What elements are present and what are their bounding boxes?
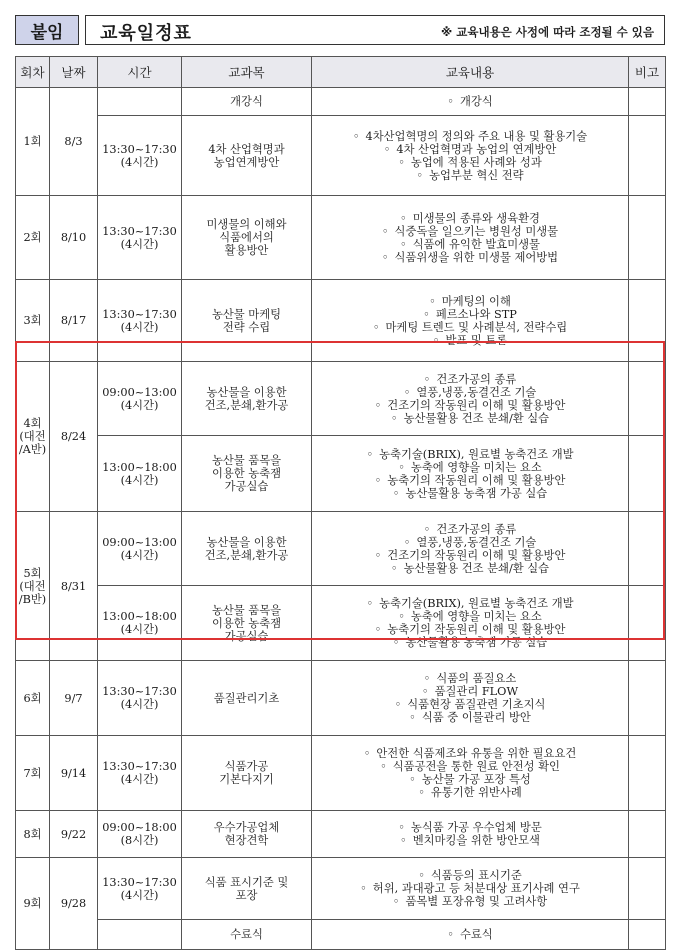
content-item: ◦ 농산물활용 농축잼 가공 실습 (312, 636, 628, 649)
content-list (312, 523, 628, 575)
content-item: ◦ 유통기한 위반사례 (312, 786, 628, 799)
content-item: ◦ 안전한 식품제조와 유통을 위한 필요요건 (312, 747, 628, 760)
table-row (16, 116, 666, 196)
date-cell: 8/3 (50, 88, 98, 196)
remarks-cell (629, 512, 666, 586)
content-cell (312, 920, 629, 950)
table-row (16, 920, 666, 950)
content-item: ◦ 농식품 가공 우수업체 방문 (312, 821, 628, 834)
content-item: ◦ 농산물활용 건조 분쇄/환 실습 (312, 412, 628, 425)
subject-cell: 농산물 마케팅 전략 수립 (182, 280, 312, 362)
content-cell (312, 661, 629, 736)
content-item: ◦ 건조기의 작동원리 이해 및 활용방안 (312, 399, 628, 412)
remarks-cell (629, 436, 666, 512)
content-list (312, 821, 628, 847)
content-cell (312, 436, 629, 512)
table-row (16, 811, 666, 858)
content-item: ◦ 열풍,냉풍,동결건조 기술 (312, 386, 628, 399)
table-row (16, 88, 666, 116)
session-cell: 5회 (대전 /B반) (16, 512, 50, 661)
time-cell: 09:00~18:00 (8시간) (98, 811, 182, 858)
content-item: ◦ 열풍,냉풍,동결건조 기술 (312, 536, 628, 549)
date-cell: 9/22 (50, 811, 98, 858)
content-cell (312, 362, 629, 436)
remarks-cell (629, 736, 666, 811)
col-header-subject: 교과목 (182, 57, 312, 88)
content-list (312, 597, 628, 649)
time-cell: 09:00~13:00 (4시간) (98, 512, 182, 586)
content-list (312, 130, 628, 182)
content-item: ◦ 농축에 영향을 미치는 요소 (312, 610, 628, 623)
content-cell (312, 586, 629, 661)
content-item: ◦ 식품등의 표시기준 (312, 869, 628, 882)
content-cell (312, 512, 629, 586)
content-item: ◦ 식품에 유익한 발효미생물 (312, 238, 628, 251)
date-cell: 9/14 (50, 736, 98, 811)
content-cell (312, 196, 629, 280)
time-cell (98, 88, 182, 116)
content-item: ◦ 품질관리 FLOW (312, 685, 628, 698)
content-item: ◦ 농축기의 작동원리 이해 및 활용방안 (312, 623, 628, 636)
content-item: ◦ 농업부분 혁신 전략 (312, 169, 628, 182)
content-list (312, 672, 628, 724)
schedule-table (15, 56, 666, 950)
content-list (312, 212, 628, 264)
subject-cell: 농산물 품목을 이용한 농축잼 가공실습 (182, 436, 312, 512)
content-cell (312, 736, 629, 811)
content-item: ◦ 농산물활용 농축잼 가공 실습 (312, 487, 628, 500)
remarks-cell (629, 362, 666, 436)
title-box (85, 15, 665, 45)
content-item: ◦ 농축에 영향을 미치는 요소 (312, 461, 628, 474)
table-row (16, 858, 666, 920)
remarks-cell (629, 196, 666, 280)
content-list (312, 95, 628, 108)
remarks-cell (629, 280, 666, 362)
date-cell: 8/24 (50, 362, 98, 512)
remarks-cell (629, 116, 666, 196)
content-item: ◦ 허위, 과대광고 등 처분대상 표기사례 연구 (312, 882, 628, 895)
content-cell (312, 858, 629, 920)
content-item: ◦ 건조가공의 종류 (312, 523, 628, 536)
content-list (312, 928, 628, 941)
subject-cell: 수료식 (182, 920, 312, 950)
content-item: ◦ 발표 및 토론 (312, 334, 628, 347)
time-cell: 13:30~17:30 (4시간) (98, 196, 182, 280)
content-item: ◦ 마케팅의 이해 (312, 295, 628, 308)
content-item: ◦ 건조기의 작동원리 이해 및 활용방안 (312, 549, 628, 562)
page-title: 교육일정표 (100, 23, 192, 44)
date-cell: 8/31 (50, 512, 98, 661)
content-list (312, 295, 628, 347)
time-cell: 13:30~17:30 (4시간) (98, 116, 182, 196)
content-item: ◦ 식중독을 일으키는 병원성 미생물 (312, 225, 628, 238)
table-row (16, 586, 666, 661)
adjustment-note: ※ 교육내용은 사정에 따라 조정될 수 있음 (441, 25, 654, 39)
table-row (16, 280, 666, 362)
date-cell: 9/28 (50, 858, 98, 950)
session-cell: 6회 (16, 661, 50, 736)
remarks-cell (629, 920, 666, 950)
time-cell: 09:00~13:00 (4시간) (98, 362, 182, 436)
content-item: ◦ 식품 중 이물관리 방안 (312, 711, 628, 724)
content-list (312, 448, 628, 500)
subject-cell: 농산물을 이용한 건조,분쇄,환가공 (182, 362, 312, 436)
date-cell: 8/17 (50, 280, 98, 362)
content-cell (312, 88, 629, 116)
content-item: ◦ 4차산업혁명의 정의와 주요 내용 및 활용기술 (312, 130, 628, 143)
content-item: ◦ 농업에 적용된 사례와 성과 (312, 156, 628, 169)
content-cell (312, 280, 629, 362)
session-cell: 9회 (16, 858, 50, 950)
time-cell: 13:30~17:30 (4시간) (98, 736, 182, 811)
session-cell: 2회 (16, 196, 50, 280)
session-cell: 3회 (16, 280, 50, 362)
session-cell: 8회 (16, 811, 50, 858)
content-item: ◦ 농산물활용 건조 분쇄/환 실습 (312, 562, 628, 575)
time-cell: 13:30~17:30 (4시간) (98, 280, 182, 362)
session-cell: 7회 (16, 736, 50, 811)
content-item: ◦ 식품공전을 통한 원료 안전성 확인 (312, 760, 628, 773)
time-cell: 13:00~18:00 (4시간) (98, 586, 182, 661)
table-row (16, 436, 666, 512)
col-header-session: 회차 (16, 57, 50, 88)
subject-cell: 우수가공업체 현장견학 (182, 811, 312, 858)
col-header-content: 교육내용 (312, 57, 629, 88)
remarks-cell (629, 586, 666, 661)
subject-cell: 식품 표시기준 및 포장 (182, 858, 312, 920)
table-row (16, 196, 666, 280)
table-row (16, 736, 666, 811)
content-cell (312, 811, 629, 858)
content-item: ◦ 농축기술(BRIX), 원료별 농축건조 개발 (312, 448, 628, 461)
subject-cell: 품질관리기초 (182, 661, 312, 736)
time-cell: 13:30~17:30 (4시간) (98, 858, 182, 920)
subject-cell: 4차 산업혁명과 농업연계방안 (182, 116, 312, 196)
time-cell: 13:00~18:00 (4시간) (98, 436, 182, 512)
subject-cell: 개강식 (182, 88, 312, 116)
col-header-remarks: 비고 (629, 57, 666, 88)
col-header-date: 날짜 (50, 57, 98, 88)
content-cell (312, 116, 629, 196)
content-list (312, 373, 628, 425)
date-cell: 9/7 (50, 661, 98, 736)
subject-cell: 농산물을 이용한 건조,분쇄,환가공 (182, 512, 312, 586)
content-item: ◦ 농산물 가공 포장 특성 (312, 773, 628, 786)
content-item: ◦ 페르소나와 STP (312, 308, 628, 321)
content-item: ◦ 마케팅 트렌드 및 사례분석, 전략수립 (312, 321, 628, 334)
header (15, 15, 665, 47)
content-item: ◦ 미생물의 종류와 생육환경 (312, 212, 628, 225)
content-item: ◦ 개강식 (312, 95, 628, 108)
content-item: ◦ 4차 산업혁명과 농업의 연계방안 (312, 143, 628, 156)
content-item: ◦ 품목별 포장유형 및 고려사항 (312, 895, 628, 908)
table-row (16, 661, 666, 736)
session-cell: 4회 (대전 /A반) (16, 362, 50, 512)
header-row (16, 57, 666, 88)
remarks-cell (629, 661, 666, 736)
remarks-cell (629, 88, 666, 116)
remarks-cell (629, 811, 666, 858)
content-item: ◦ 건조가공의 종류 (312, 373, 628, 386)
content-item: ◦ 벤치마킹을 위한 방안모색 (312, 834, 628, 847)
time-cell: 13:30~17:30 (4시간) (98, 661, 182, 736)
remarks-cell (629, 858, 666, 920)
content-item: ◦ 식품위생을 위한 미생물 제어방법 (312, 251, 628, 264)
time-cell (98, 920, 182, 950)
content-list (312, 869, 628, 908)
subject-cell: 미생물의 이해와 식품에서의 활용방안 (182, 196, 312, 280)
content-list (312, 747, 628, 799)
table-row (16, 362, 666, 436)
date-cell: 8/10 (50, 196, 98, 280)
attachment-tag: 붙임 (15, 15, 79, 45)
content-item: ◦ 수료식 (312, 928, 628, 941)
content-item: ◦ 농축기술(BRIX), 원료별 농축건조 개발 (312, 597, 628, 610)
content-item: ◦ 식품현장 품질관련 기초지식 (312, 698, 628, 711)
schedule-body (16, 88, 666, 950)
col-header-time: 시간 (98, 57, 182, 88)
subject-cell: 식품가공 기본다지기 (182, 736, 312, 811)
subject-cell: 농산물 품목을 이용한 농축잼 가공실습 (182, 586, 312, 661)
content-item: ◦ 식품의 품질요소 (312, 672, 628, 685)
table-row (16, 512, 666, 586)
session-cell: 1회 (16, 88, 50, 196)
content-item: ◦ 농축기의 작동원리 이해 및 활용방안 (312, 474, 628, 487)
